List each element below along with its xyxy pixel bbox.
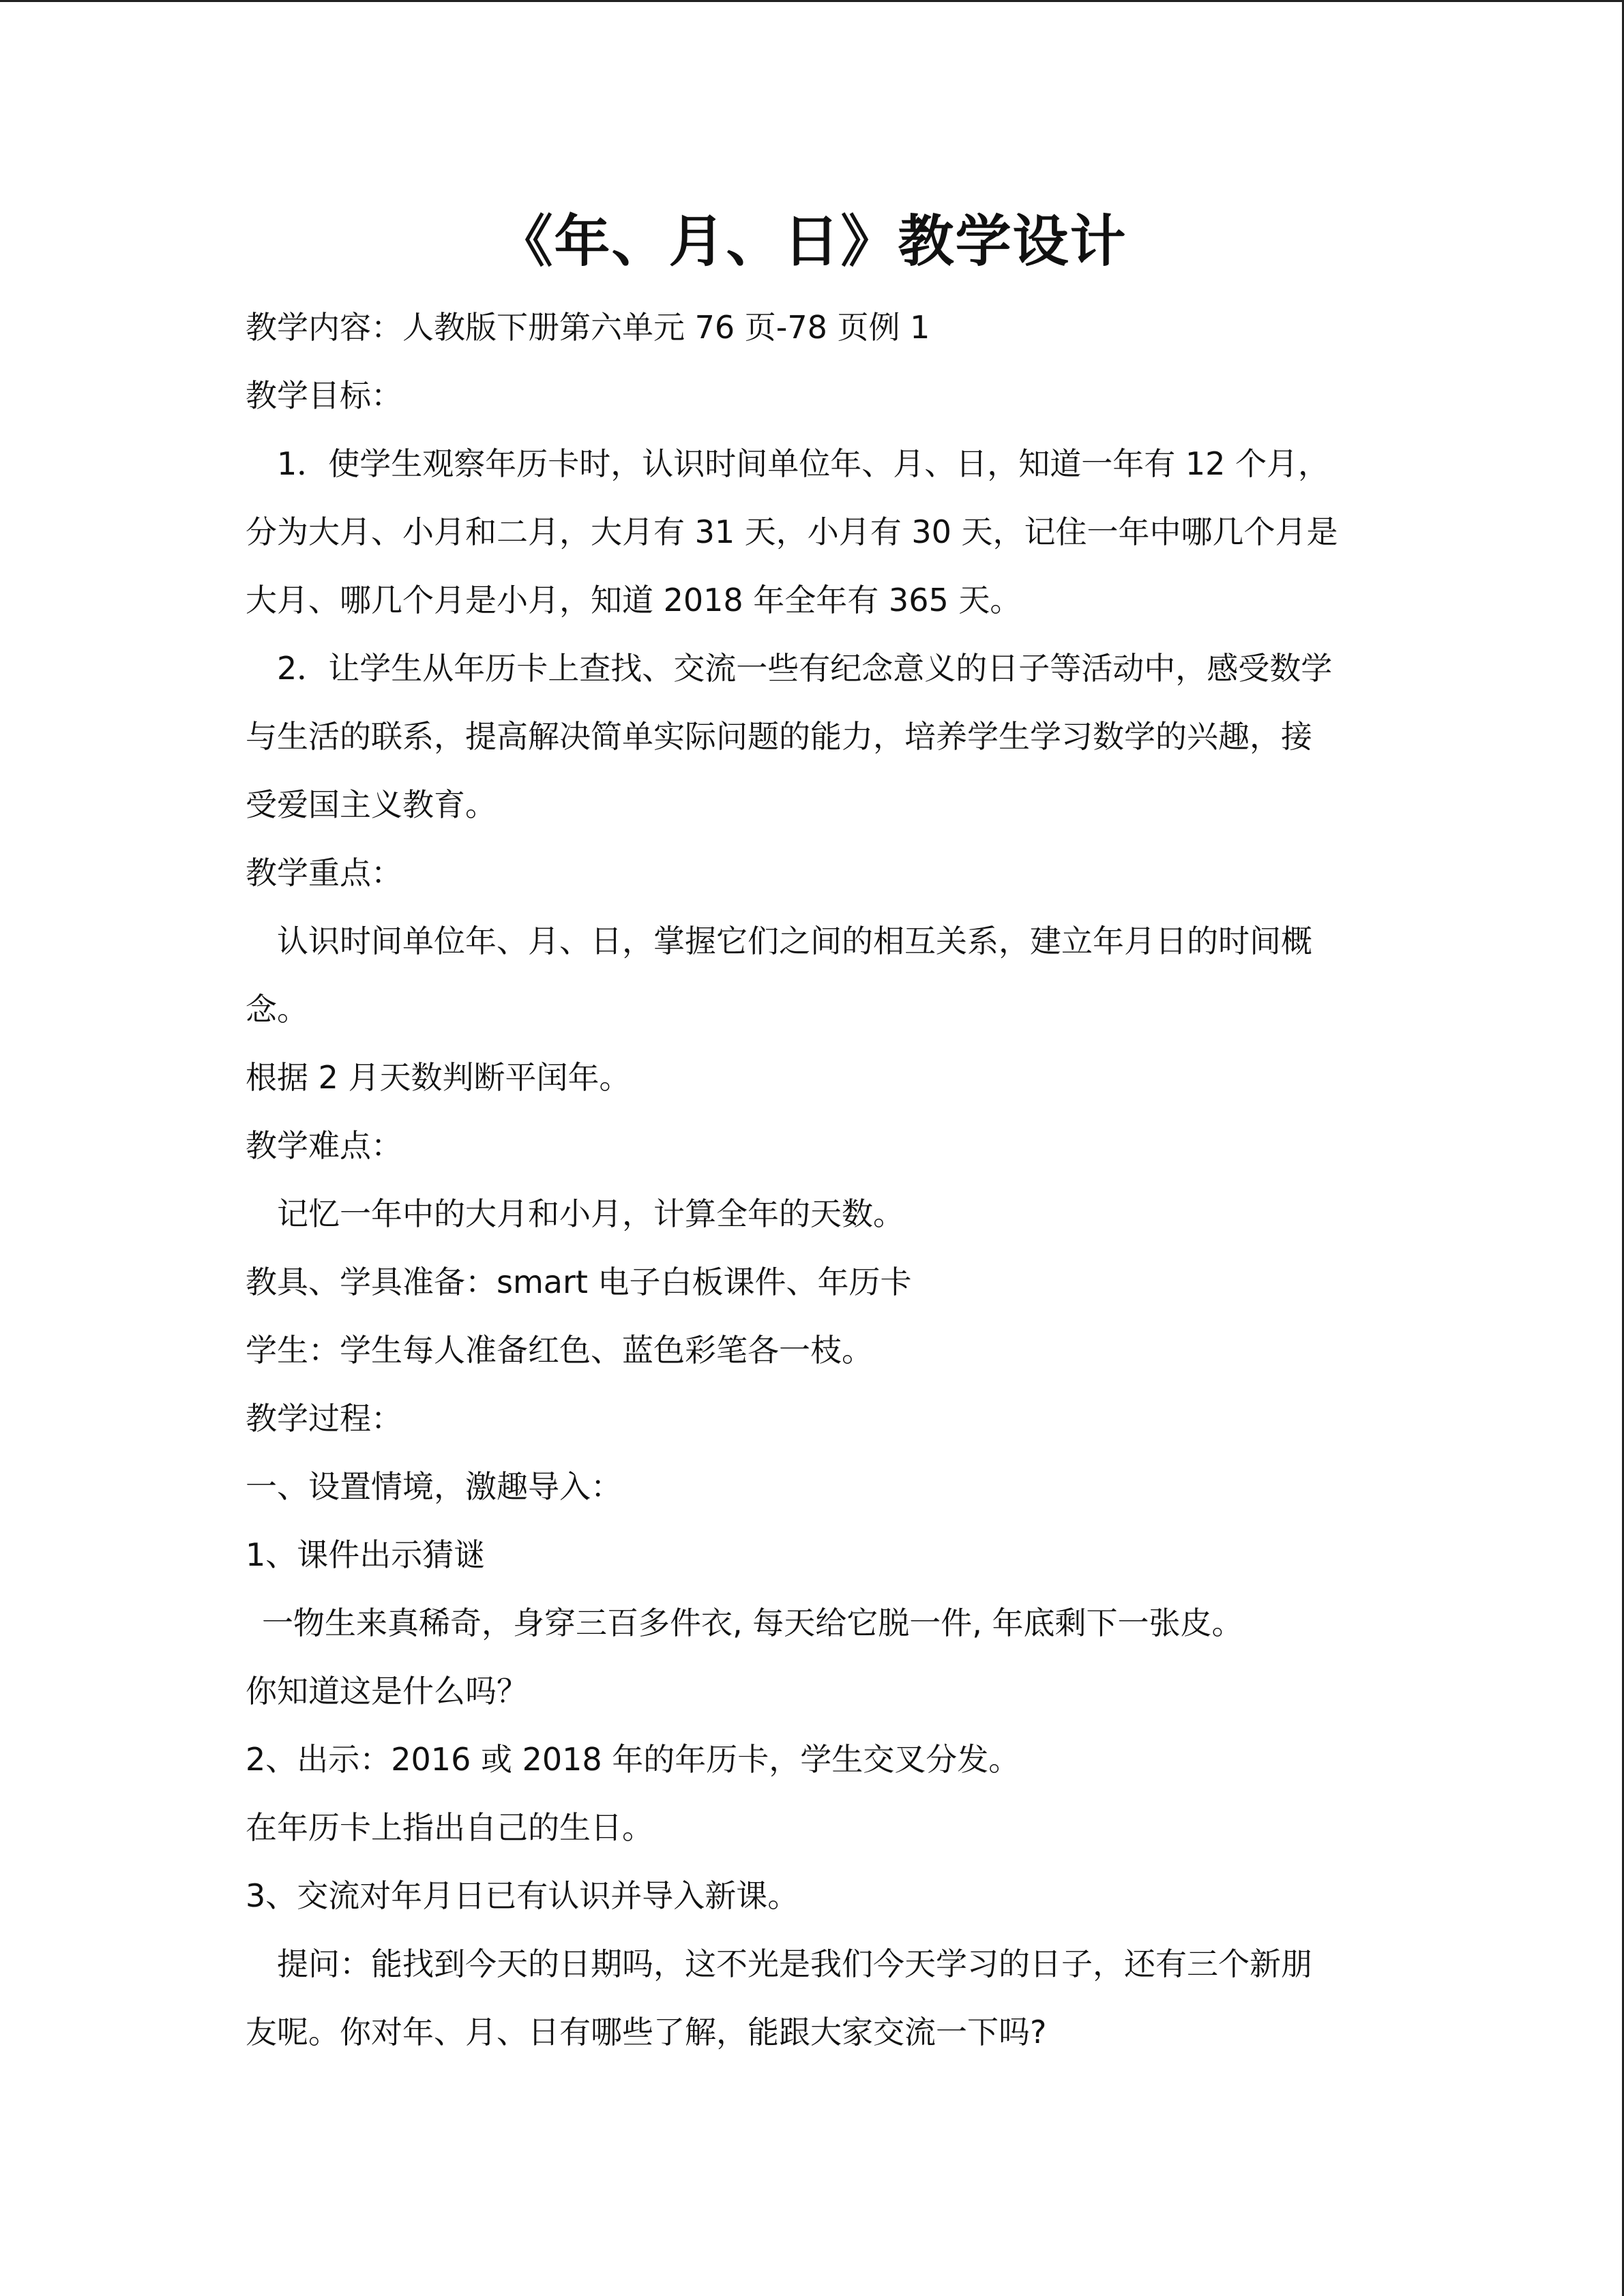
question-line-1: 提问：能找到今天的日期吗，这不光是我们今天学习的日子，还有三个新朋 bbox=[277, 1945, 1312, 1982]
document-body bbox=[246, 293, 1419, 2066]
riddle-question: 你知道这是什么吗？ bbox=[246, 1673, 528, 1710]
objective-1-line-3: 大月、哪几个月是小月，知道 2018 年全年有 365 天。 bbox=[246, 582, 1022, 618]
student-prep-line: 学生：学生每人准备红色、蓝色彩笔各一枝。 bbox=[246, 1332, 873, 1369]
teaching-content-line: 教学内容：人教版下册第六单元 76 页-78 页例 1 bbox=[246, 309, 930, 346]
process-step-1-item-2: 2、出示：2016 或 2018 年的年历卡，学生交叉分发。 bbox=[246, 1741, 1020, 1778]
objective-2-line-3: 受爱国主义教育。 bbox=[246, 786, 497, 823]
section-heading-objectives: 教学目标： bbox=[246, 377, 402, 414]
key-point-line-3: 根据 2 月天数判断平闰年。 bbox=[246, 1059, 631, 1096]
birthday-instruction: 在年历卡上指出自己的生日。 bbox=[246, 1809, 653, 1846]
page-title: 《年、月、日》教学设计 bbox=[497, 209, 1127, 274]
question-line-2: 友呢。你对年、月、日有哪些了解，能跟大家交流一下吗? bbox=[246, 2014, 1047, 2051]
riddle-text: 一物生来真稀奇，身穿三百多件衣, 每天给它脱一件, 年底剩下一张皮。 bbox=[262, 1605, 1243, 1641]
section-heading-key-points: 教学重点： bbox=[246, 854, 402, 891]
objective-1-line-2: 分为大月、小月和二月，大月有 31 天，小月有 30 天，记住一年中哪几个月是 bbox=[246, 513, 1338, 550]
objective-2-line-1: 2．让学生从年历卡上查找、交流一些有纪念意义的日子等活动中，感受数学 bbox=[277, 650, 1333, 687]
process-step-1-item-1: 1、课件出示猜谜 bbox=[246, 1536, 486, 1573]
page-border-top bbox=[0, 0, 1624, 2]
teaching-aids-line: 教具、学具准备：smart 电子白板课件、年历卡 bbox=[246, 1264, 912, 1300]
objective-2-line-2: 与生活的联系，提高解决简单实际问题的能力，培养学生学习数学的兴趣，接 bbox=[246, 718, 1312, 755]
difficulty-line: 记忆一年中的大月和小月，计算全年的天数。 bbox=[277, 1195, 904, 1232]
section-heading-process: 教学过程： bbox=[246, 1400, 402, 1437]
key-point-line-2: 念。 bbox=[246, 991, 308, 1028]
process-step-1-heading: 一、设置情境，激趣导入： bbox=[246, 1468, 622, 1505]
process-step-1-item-3: 3、交流对年月日已有认识并导入新课。 bbox=[246, 1877, 799, 1914]
section-heading-difficulties: 教学难点： bbox=[246, 1127, 402, 1164]
objective-1-line-1: 1．使学生观察年历卡时，认识时间单位年、月、日，知道一年有 12 个月， bbox=[277, 445, 1330, 482]
key-point-line-1: 认识时间单位年、月、日，掌握它们之间的相互关系，建立年月日的时间概 bbox=[277, 923, 1312, 959]
